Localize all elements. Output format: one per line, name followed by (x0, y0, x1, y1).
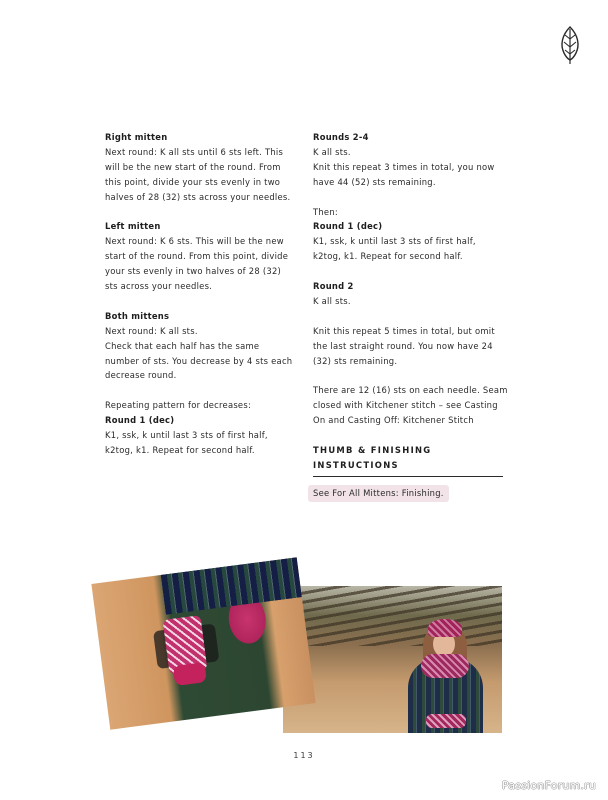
text-line: Next round: K all sts until 6 sts left. This (105, 146, 284, 157)
text-line: have 44 (52) sts remaining. (313, 176, 436, 187)
text-line: Next round: K all sts. (105, 325, 198, 336)
then-block (313, 205, 509, 265)
both-mittens-block (105, 309, 301, 384)
repeating-intro: Repeating pattern for decreases: (105, 400, 252, 411)
text-line: K1, ssk, k until last 3 sts of first half, (105, 430, 268, 441)
text-line: k2tog, k1. Repeat for second half. (105, 444, 255, 455)
seam-note-block (313, 383, 509, 428)
right-column (313, 130, 509, 502)
photo-cowl (421, 654, 469, 678)
text-line: sts across your needles. (105, 281, 213, 292)
round-2-block (313, 279, 509, 309)
text-line: this point, divide your sts evenly in two (105, 176, 281, 187)
text-line: Knit this repeat 3 times in total, you now (313, 161, 495, 172)
section-title-line: THUMB & FINISHING (313, 444, 432, 455)
text-line: K all sts. (313, 295, 351, 306)
rounds-2-4-block (313, 130, 509, 190)
both-mittens-heading: Both mittens (105, 310, 170, 321)
text-line: will be the new start of the round. From (105, 161, 281, 172)
text-line: K all sts. (313, 146, 351, 157)
round-1-heading: Round 1 (dec) (105, 415, 175, 426)
left-mitten-heading: Left mitten (105, 221, 161, 232)
photo-hat (428, 619, 462, 637)
right-mitten-heading: Right mitten (105, 132, 168, 142)
repeating-pattern-block (105, 398, 301, 458)
watermark: PassionForum.ru (502, 779, 596, 792)
photo-woman-forest (283, 586, 502, 733)
text-line: your sts evenly in two halves of 28 (32) (105, 266, 282, 277)
rounds-2-4-heading: Rounds 2-4 (313, 132, 369, 142)
text-line: closed with Kitchener stitch – see Casting (313, 400, 498, 411)
section-title-line: INSTRUCTIONS (313, 459, 399, 470)
photo-plaid-jacket (161, 557, 302, 614)
text-line: There are 12 (16) sts on each needle. Seam (313, 385, 508, 396)
left-mitten-block (105, 219, 301, 294)
round-1-heading: Round 1 (dec) (313, 221, 383, 232)
round-2-heading: Round 2 (313, 281, 354, 292)
page-number: 113 (293, 751, 315, 760)
leaf-icon (558, 25, 582, 65)
then-intro: Then: (313, 206, 338, 217)
photo-roots (283, 586, 502, 646)
text-line: On and Casting Off: Kitchener Stitch (313, 415, 474, 426)
text-line: halves of 28 (32) sts across your needles. (105, 191, 291, 202)
text-line: the last straight round. You now have 24 (313, 340, 493, 351)
text-line: K1, ssk, k until last 3 sts of first half, (313, 236, 476, 247)
text-line: number of sts. You decrease by 4 sts each (105, 355, 293, 366)
section-heading (313, 443, 503, 477)
text-line: decrease round. (105, 370, 177, 381)
cross-reference-link[interactable]: See For All Mittens: Finishing. (308, 485, 449, 502)
left-column (105, 130, 301, 473)
photo-mitten-closeup (91, 557, 315, 729)
text-line: Check that each half has the same (105, 340, 260, 351)
repeat-note-block (313, 324, 509, 369)
photo-mittens (426, 714, 466, 728)
photo-mitten-cuff (173, 662, 207, 686)
text-line: k2tog, k1. Repeat for second half. (313, 251, 463, 262)
text-line: start of the round. From this point, divide (105, 251, 289, 262)
text-line: Next round: K 6 sts. This will be the new (105, 236, 284, 247)
text-line: Knit this repeat 5 times in total, but omit (313, 325, 495, 336)
text-line: (32) sts remaining. (313, 355, 398, 366)
right-mitten-block (105, 130, 301, 205)
